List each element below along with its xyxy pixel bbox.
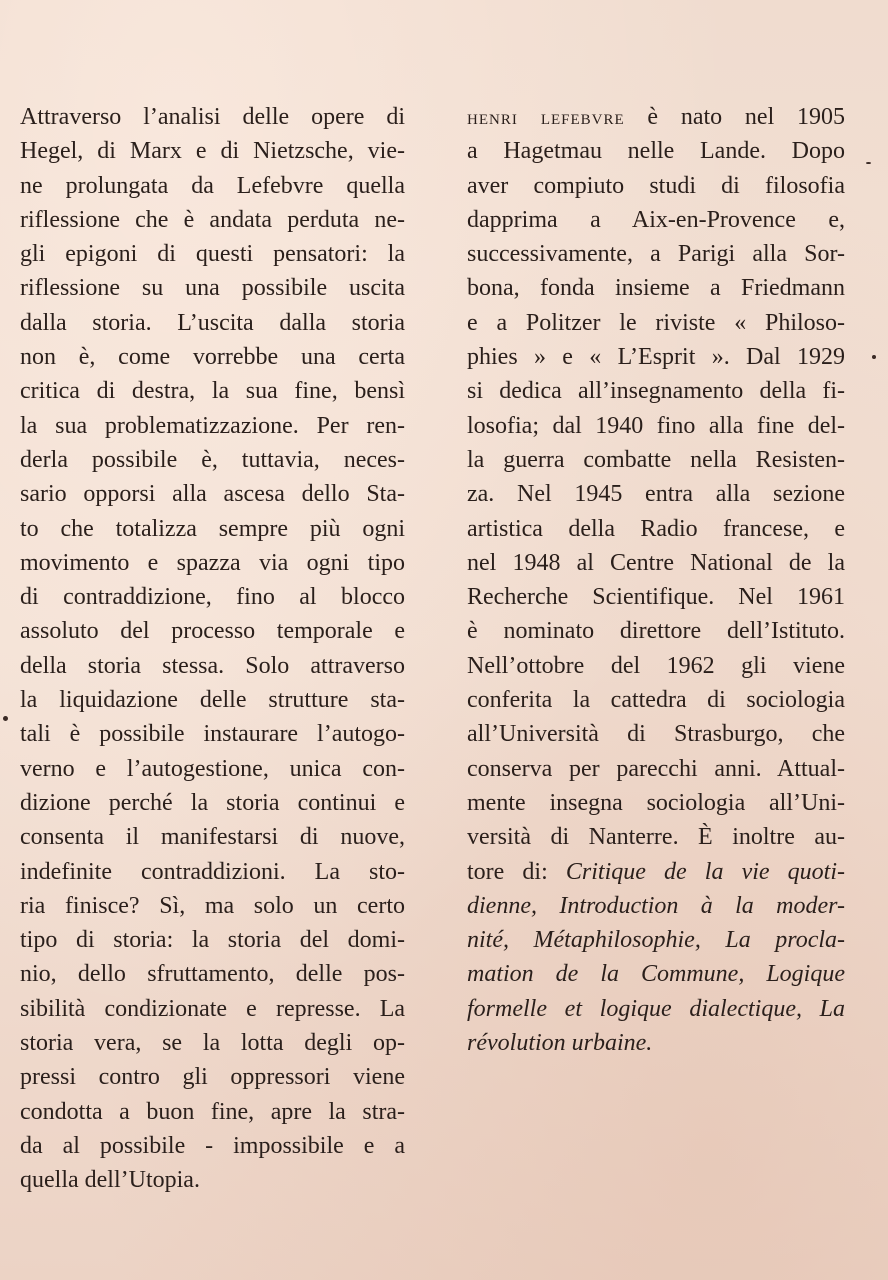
bio-line: Recherche Scientifique. Nel 1961 <box>467 584 845 611</box>
bio-line: versità di Nanterre. È inoltre au- <box>467 824 845 851</box>
bio-line: mente insegna sociologia all’Uni- <box>467 789 845 816</box>
bio-works-line <box>467 1026 845 1060</box>
ink-speck <box>866 162 871 164</box>
bio-first-line <box>467 100 845 134</box>
synopsis-line: storia vera, se la lotta degli op- <box>20 1030 405 1057</box>
synopsis-line: dalla storia. L’uscita dalla storia <box>20 309 405 336</box>
works-title: formelle et logique dialectique, La <box>467 995 845 1022</box>
synopsis-line: dizione perché la storia continui e <box>20 789 405 816</box>
synopsis-line: tali è possibile instaurare l’autogo- <box>20 721 405 748</box>
bio-line: za. Nel 1945 entra alla sezione <box>467 481 845 508</box>
bio-first-line-rest: è nato nel 1905 <box>624 104 845 130</box>
bio-line: la guerra combatte nella Resisten- <box>467 446 845 473</box>
bio-works-line <box>467 889 845 923</box>
bio-line: successivamente, a Parigi alla Sor- <box>467 241 845 268</box>
synopsis-line: assoluto del processo temporale e <box>20 618 405 645</box>
synopsis-line: la liquidazione delle strutture sta- <box>20 687 405 714</box>
bio-line: bona, fonda insieme a Friedmann <box>467 275 845 302</box>
works-title: Critique de la vie quoti- <box>565 858 845 885</box>
synopsis-line: sario opporsi alla ascesa dello Sta- <box>20 481 405 508</box>
synopsis-line: condotta a buon fine, apre la stra- <box>20 1098 405 1125</box>
bio-works-line <box>467 992 845 1026</box>
synopsis-line: non è, come vorrebbe una certa <box>20 344 405 371</box>
bio-line: conferita la cattedra di sociologia <box>467 687 845 714</box>
works-title: mation de la Commune, Logique <box>467 961 845 988</box>
bio-works-line <box>467 923 845 957</box>
bio-line: phies » e « L’Esprit ». Dal 1929 <box>467 344 845 371</box>
works-title: dienne, Introduction à la moder- <box>467 892 845 919</box>
synopsis-line: nio, dello sfruttamento, delle pos- <box>20 961 405 988</box>
bio-line: aver compiuto studi di filosofia <box>467 172 845 199</box>
works-title: révolution urbaine. <box>467 1030 653 1057</box>
author-bio-column <box>467 100 845 1060</box>
synopsis-line: critica di destra, la sua fine, bensì <box>20 378 405 405</box>
ink-speck <box>872 355 876 359</box>
bio-line: è nominato direttore dell’Istituto. <box>467 618 845 645</box>
synopsis-line: della storia stessa. Solo attraverso <box>20 652 405 679</box>
ink-speck <box>3 716 8 721</box>
synopsis-line: sibilità condizionate e represse. La <box>20 995 405 1022</box>
bio-line: a Hagetmau nelle Lande. Dopo <box>467 138 845 165</box>
synopsis-line: pressi contro gli oppressori viene <box>20 1064 405 1091</box>
synopsis-line: consenta il manifestarsi di nuove, <box>20 824 405 851</box>
synopsis-line: indefinite contraddizioni. La sto- <box>20 858 405 885</box>
bio-line: si dedica all’insegnamento della fi- <box>467 378 845 405</box>
bio-line: conserva per parecchi anni. Attual- <box>467 755 845 782</box>
synopsis-line: riflessione su una possibile uscita <box>20 275 405 302</box>
works-intro: tore di: <box>467 858 566 885</box>
synopsis-line: gli epigoni di questi pensatori: la <box>20 241 405 268</box>
synopsis-line: ria finisce? Sì, ma solo un certo <box>20 892 405 919</box>
synopsis-line: ne prolungata da Lefebvre quella <box>20 172 405 199</box>
bio-line: nel 1948 al Centre National de la <box>467 549 845 576</box>
synopsis-line: la sua problematizzazione. Per ren- <box>20 412 405 439</box>
synopsis-line: da al possibile - impossibile e a <box>20 1132 405 1159</box>
bio-line: Nell’ottobre del 1962 gli viene <box>467 652 845 679</box>
synopsis-line: derla possibile è, tuttavia, neces- <box>20 446 405 473</box>
bio-line: artistica della Radio francese, e <box>467 515 845 542</box>
synopsis-line: quella dell’Utopia. <box>20 1167 200 1194</box>
author-name: henri lefebvre <box>467 105 625 129</box>
synopsis-line: verno e l’autogestione, unica con- <box>20 755 405 782</box>
bio-works-line <box>467 855 845 889</box>
synopsis-line: Hegel, di Marx e di Nietzsche, vie- <box>20 138 405 165</box>
works-title: nité, Métaphilosophie, La procla- <box>467 927 845 954</box>
synopsis-line: di contraddizione, fino al blocco <box>20 584 405 611</box>
synopsis-column <box>20 100 405 1198</box>
synopsis-line: tipo di storia: la storia del domi- <box>20 927 405 954</box>
synopsis-line: to che totalizza sempre più ogni <box>20 515 405 542</box>
synopsis-line: movimento e spazza via ogni tipo <box>20 549 405 576</box>
synopsis-line: Attraverso l’analisi delle opere di <box>20 104 405 130</box>
bio-line: losofia; dal 1940 fino alla fine del- <box>467 412 845 439</box>
bio-line: all’Università di Strasburgo, che <box>467 721 845 748</box>
synopsis-line: riflessione che è andata perduta ne- <box>20 206 405 233</box>
bio-works-line <box>467 957 845 991</box>
bio-line: e a Politzer le riviste « Philoso- <box>467 309 845 336</box>
bio-line: dapprima a Aix-en-Provence e, <box>467 206 845 233</box>
